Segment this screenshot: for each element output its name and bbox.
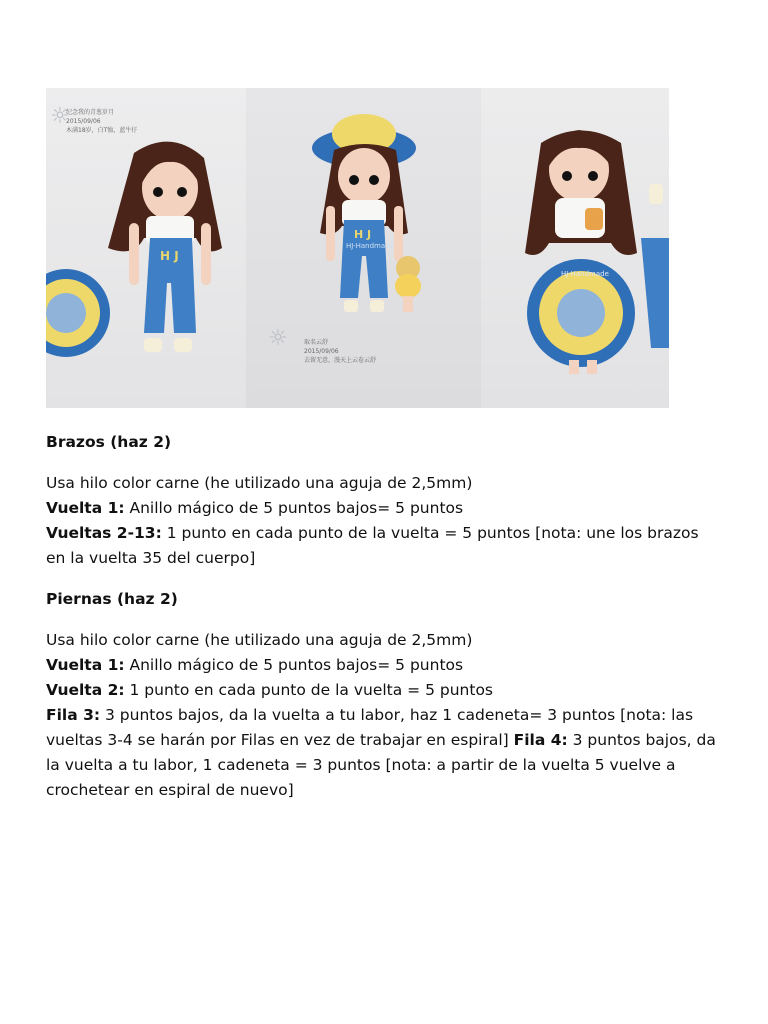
round-label: Vueltas 2-13:	[46, 524, 162, 542]
overalls-logo-2: H J	[354, 228, 372, 241]
sun-logo-icon-2: ☼	[268, 326, 288, 351]
round-label: Vuelta 2:	[46, 681, 125, 699]
round-text: 1 punto en cada punto de la vuelta = 5 puntos	[124, 681, 493, 699]
piernas-intro: Usa hilo color carne (he utilizado una aguja de 2,5mm)	[46, 631, 473, 649]
section-heading-brazos: Brazos (haz 2)	[46, 433, 172, 451]
sun-logo-icon: ☼	[50, 104, 70, 129]
photo-caption-2: 取名云舒 2015/09/06 去留无意，漫天上云卷云舒	[304, 339, 377, 364]
round-label: Vuelta 1:	[46, 656, 125, 674]
photo-panel-3	[481, 88, 669, 408]
round-text: 1 punto en cada punto de la vuelta = 5 puntos [nota: une los brazos en la vuelta 35 del cuerpo]	[46, 524, 699, 567]
piernas-rows-3-4	[46, 703, 722, 803]
watermark-3: HJ-Handmade	[561, 270, 609, 278]
piernas-round-1	[46, 653, 722, 678]
watermark-2: HJ-Handmade	[346, 242, 394, 250]
doll-image-3	[481, 88, 669, 408]
brazos-round-1	[46, 496, 722, 521]
row-text: 3 puntos bajos, da la vuelta a tu labor, haz 1 cadeneta= 3 puntos [nota: las vueltas 3-4 se harán por Filas en vez de trabajar en espiral]	[46, 706, 694, 749]
round-label: Vuelta 1:	[46, 499, 125, 517]
row-label: Fila 3:	[46, 706, 101, 724]
overalls-logo-1: H J	[160, 249, 179, 263]
doll-photo-strip	[46, 88, 669, 408]
section-heading-piernas: Piernas (haz 2)	[46, 590, 178, 608]
photo-caption-1: 纪念我的青葱岁月 2015/09/06 木满18岁，白T恤，蓝牛仔	[66, 109, 138, 134]
row-label: Fila 4:	[513, 731, 568, 749]
photo-panel-2	[246, 88, 481, 408]
piernas-round-2	[46, 678, 722, 703]
round-text: Anillo mágico de 5 puntos bajos= 5 puntos	[124, 499, 464, 517]
doll-image-1	[46, 88, 246, 408]
pattern-text	[46, 430, 722, 803]
brazos-round-2-13	[46, 521, 722, 571]
brazos-intro: Usa hilo color carne (he utilizado una aguja de 2,5mm)	[46, 474, 473, 492]
photo-panel-1	[46, 88, 246, 408]
row-text: 3 puntos bajos, da la vuelta a tu labor, 1 cadeneta = 3 puntos [nota: a partir de la vuelta 5 vuelve a crochetear en espiral de nuevo]	[46, 731, 716, 799]
round-text: Anillo mágico de 5 puntos bajos= 5 puntos	[124, 656, 464, 674]
